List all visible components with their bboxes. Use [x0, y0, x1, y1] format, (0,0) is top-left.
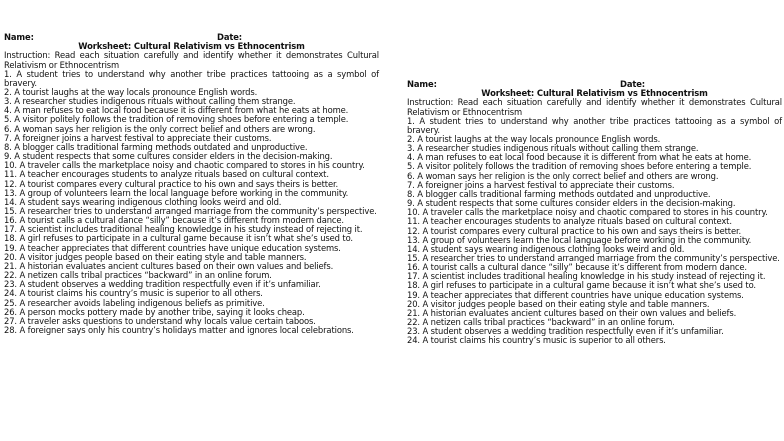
list-item: 1. A student tries to understand why another tribe practices tattooing as a symbol of bravery. [407, 115, 782, 135]
item-list [407, 117, 782, 346]
list-item: 13. A group of volunteers learn the local language before working in the community. [407, 234, 752, 245]
worksheet-title: Worksheet: Cultural Relativism vs Ethnocentrism [481, 88, 708, 99]
list-item: 26. A person mocks pottery made by another tribe, saying it looks cheap. [4, 306, 305, 317]
name-label: Name: [407, 79, 437, 89]
instruction-text: Instruction: Read each situation carefully and identify whether it demonstrates Cultural Relativism or Ethnocentrism [4, 50, 379, 70]
list-item: 17. A scientist includes traditional healing knowledge in his study instead of rejecting it. [4, 224, 363, 235]
list-item: 10. A traveler calls the marketplace noisy and chaotic compared to stores in his country. [4, 160, 365, 171]
list-item: 4. A man refuses to eat local food because it is different from what he eats at home. [407, 152, 752, 163]
list-item: 21. A historian evaluates ancient cultures based on their own values and beliefs. [4, 260, 334, 271]
date-label: Date: [620, 79, 646, 89]
list-item: 4. A man refuses to eat local food because it is different from what he eats at home. [4, 105, 349, 116]
list-item: 28. A foreigner says only his country’s holidays matter and ignores local celebrations. [4, 325, 354, 336]
worksheet-right-copy [407, 80, 782, 346]
list-item: 12. A tourist compares every cultural practice to his own and says theirs is better. [4, 178, 339, 189]
list-item: 11. A teacher encourages students to analyze rituals based on cultural context. [4, 169, 329, 180]
list-item: 13. A group of volunteers learn the local language before working in the community. [4, 187, 349, 198]
name-date-row [407, 80, 782, 89]
list-item: 24. A tourist claims his country’s music is superior to all others. [407, 335, 666, 346]
list-item: 12. A tourist compares every cultural practice to his own and says theirs is better. [407, 225, 742, 236]
list-item: 20. A visitor judges people based on their eating style and table manners. [4, 251, 307, 262]
list-item: 15. A researcher tries to understand arranged marriage from the community’s perspective. [4, 206, 377, 216]
list-item: 22. A netizen calls tribal practices “backward” in an online forum. [407, 317, 675, 328]
list-item: 14. A student says wearing indigenous clothing looks weird and old. [4, 196, 282, 207]
list-item: 23. A student observes a wedding tradition respectfully even if it’s unfamiliar. [407, 326, 724, 337]
list-item: 24. A tourist claims his country’s music is superior to all others. [4, 288, 263, 299]
list-item: 3. A researcher studies indigenous rituals without calling them strange. [4, 96, 296, 107]
list-item: 5. A visitor politely follows the tradition of removing shoes before entering a temple. [4, 114, 349, 125]
worksheet-title: Worksheet: Cultural Relativism vs Ethnocentrism [78, 41, 305, 52]
list-item: 22. A netizen calls tribal practices “backward” in an online forum. [4, 270, 272, 281]
list-item: 9. A student respects that some cultures consider elders in the decision-making. [4, 151, 333, 162]
list-item: 8. A blogger calls traditional farming methods outdated and unproductive. [4, 141, 308, 152]
list-item: 16. A tourist calls a cultural dance “silly” because it’s different from modern dance. [407, 262, 747, 273]
list-item: 7. A foreigner joins a harvest festival to appreciate their customs. [407, 179, 675, 190]
list-item: 9. A student respects that some cultures consider elders in the decision-making. [407, 198, 736, 209]
list-item: 10. A traveler calls the marketplace noisy and chaotic compared to stores in his country. [407, 207, 768, 218]
list-item: 19. A teacher appreciates that different countries have unique education systems. [4, 242, 341, 253]
list-item: 5. A visitor politely follows the tradition of removing shoes before entering a temple. [407, 161, 752, 172]
list-item: 6. A woman says her religion is the only correct belief and others are wrong. [4, 123, 316, 134]
list-item: 14. A student says wearing indigenous clothing looks weird and old. [407, 243, 685, 254]
list-item: 6. A woman says her religion is the only correct belief and others are wrong. [407, 170, 719, 181]
list-item: 18. A girl refuses to participate in a cultural game because it isn’t what she’s used to. [4, 233, 353, 244]
list-item: 3. A researcher studies indigenous rituals without calling them strange. [407, 143, 699, 154]
list-item: 18. A girl refuses to participate in a cultural game because it isn’t what she’s used to. [407, 280, 756, 291]
list-item: 2. A tourist laughs at the way locals pronounce English words. [4, 86, 258, 97]
date-label: Date: [217, 32, 243, 42]
name-date-row [4, 33, 379, 42]
list-item: 11. A teacher encourages students to analyze rituals based on cultural context. [407, 216, 732, 227]
list-item: 19. A teacher appreciates that different countries have unique education systems. [407, 289, 744, 300]
list-item: 8. A blogger calls traditional farming methods outdated and unproductive. [407, 188, 711, 199]
instruction-text: Instruction: Read each situation carefully and identify whether it demonstrates Cultural Relativism or Ethnocentrism [407, 97, 782, 117]
list-item: 23. A student observes a wedding tradition respectfully even if it’s unfamiliar. [4, 279, 321, 290]
list-item: 21. A historian evaluates ancient cultures based on their own values and beliefs. [407, 307, 737, 318]
list-item: 25. A researcher avoids labeling indigenous beliefs as primitive. [4, 297, 265, 308]
list-item: 1. A student tries to understand why another tribe practices tattooing as a symbol of bravery. [4, 68, 379, 88]
item-list [4, 70, 379, 336]
list-item: 15. A researcher tries to understand arranged marriage from the community’s perspective. [407, 253, 780, 263]
list-item: 2. A tourist laughs at the way locals pronounce English words. [407, 133, 661, 144]
list-item: 27. A traveler asks questions to understand why locals value certain taboos. [4, 315, 316, 326]
list-item: 20. A visitor judges people based on their eating style and table manners. [407, 298, 710, 309]
worksheet-left-copy [4, 33, 379, 335]
list-item: 17. A scientist includes traditional healing knowledge in his study instead of rejecting it. [407, 271, 766, 282]
list-item: 7. A foreigner joins a harvest festival to appreciate their customs. [4, 132, 272, 143]
list-item: 16. A tourist calls a cultural dance “silly” because it’s different from modern dance. [4, 215, 344, 226]
name-label: Name: [4, 32, 34, 42]
